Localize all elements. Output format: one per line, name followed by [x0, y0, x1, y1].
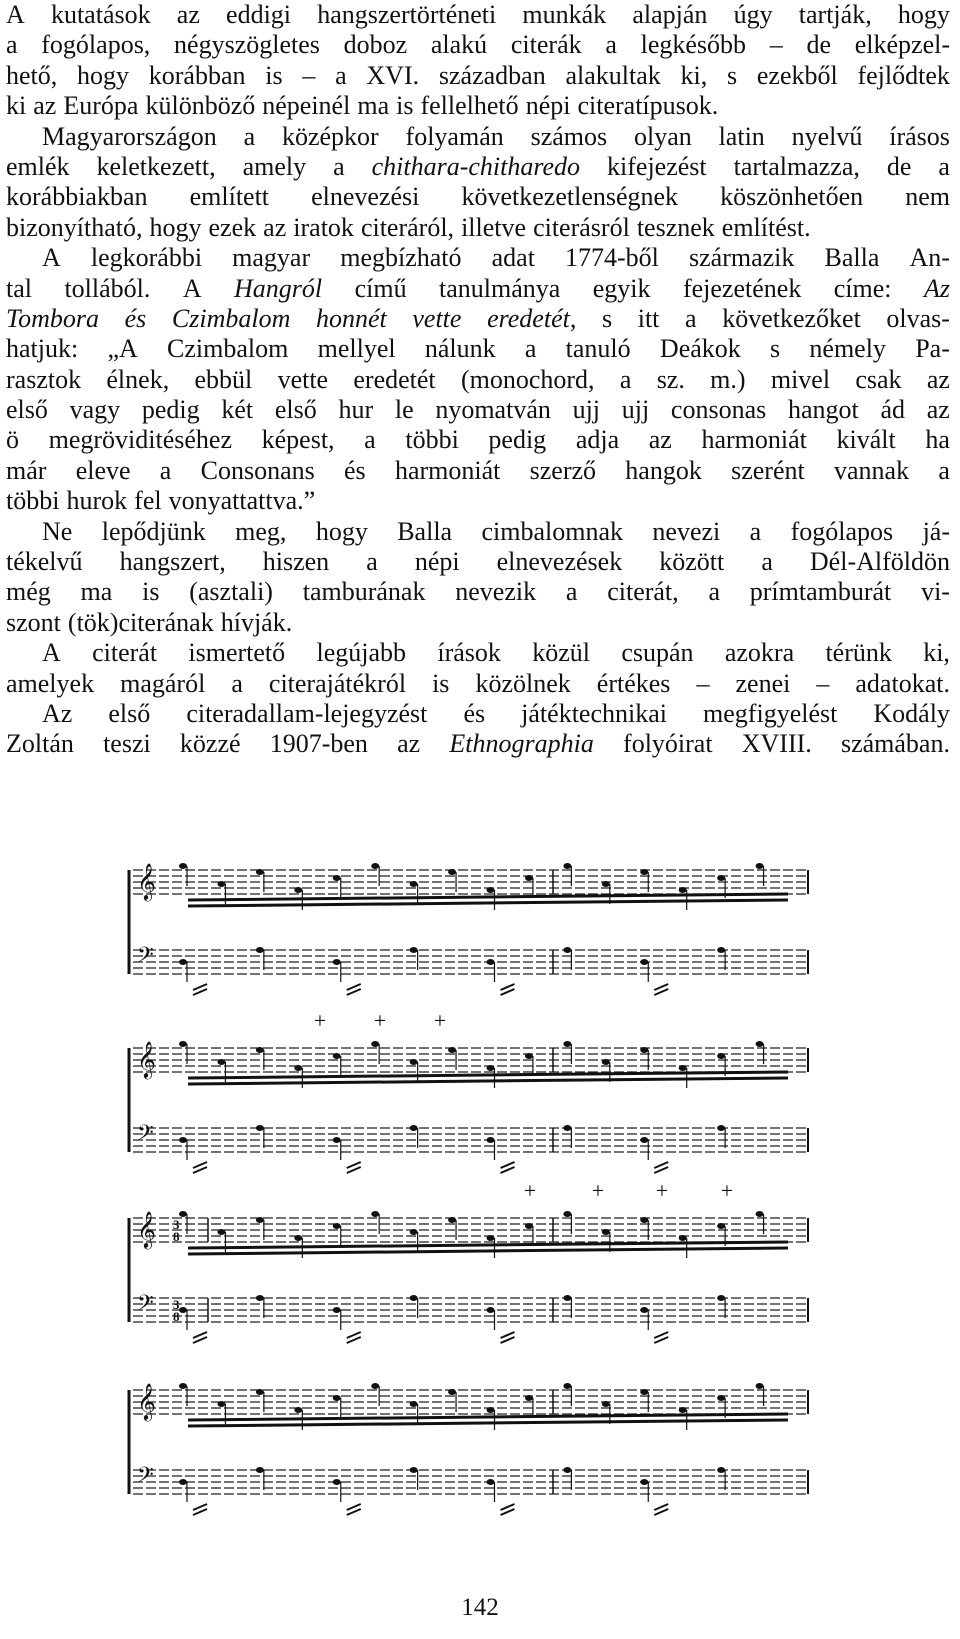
note-head	[679, 1235, 687, 1241]
note-head	[487, 959, 495, 965]
text-line: még ma is (asztali) tamburának nevezik a citerát, a prímtamburát vi-	[6, 577, 950, 607]
note-head	[333, 1395, 341, 1401]
text-line: hető, hogy korábban is – a XVI. században alakultak ki, s ezekből fejlődtek	[6, 60, 950, 90]
note-head	[756, 1383, 764, 1389]
note-head	[640, 959, 648, 965]
note-head	[448, 1047, 456, 1053]
note-head	[217, 1229, 225, 1235]
note-head	[371, 1211, 379, 1217]
beam	[188, 1078, 788, 1084]
note-head	[679, 1407, 687, 1413]
text-line-italic: tal tollából. A Hangról című tanulmánya egyik fejezetének címe: Az	[6, 273, 950, 303]
note-head	[217, 1401, 225, 1407]
note-head	[179, 1479, 187, 1485]
note-head	[294, 1407, 302, 1413]
text-line: Magyarországon a középkor folyamán számos olyan latin nyelvű írásos	[42, 121, 950, 151]
note-head	[487, 1137, 495, 1143]
note-head	[448, 1217, 456, 1223]
bass-clef: 𝄢	[137, 1121, 154, 1151]
text-line: szont (tök)citerának hívják.	[6, 607, 293, 637]
text-line: Az első citeradallam-lejegyzést és játéktechnikai megfigyelést Kodály	[42, 698, 950, 728]
tremolo-slash	[654, 1509, 668, 1515]
note-head	[602, 1229, 610, 1235]
note-head	[333, 1137, 341, 1143]
note-head	[256, 1125, 264, 1131]
note-head	[333, 1223, 341, 1229]
note-head	[525, 1223, 533, 1229]
note-head	[333, 1053, 341, 1059]
note-head	[179, 1383, 187, 1389]
text-line: A kutatások az eddigi hangszertörténeti munkák alapján úgy tartják, hogy	[6, 0, 950, 29]
text-line-italic: Zoltán teszi közzé 1907-ben az Ethnographia folyóirat XVIII. számában.	[6, 729, 950, 759]
time-signature: 8	[173, 1229, 180, 1244]
tremolo-slash	[347, 984, 361, 990]
text-line: rasztok élnek, ebbül vette eredetét (monochord, a sz. m.) mivel csak az	[6, 364, 950, 394]
tremolo-slash	[501, 984, 515, 990]
note-head	[179, 1041, 187, 1047]
time-signature: 3	[173, 1217, 180, 1232]
note-head	[563, 1383, 571, 1389]
note-head	[717, 1223, 725, 1229]
note-head	[679, 1065, 687, 1071]
tremolo-slash	[347, 1332, 361, 1338]
tremolo-slash	[193, 1332, 207, 1338]
note-head	[179, 1307, 187, 1313]
body-text	[6, 0, 950, 760]
note-head	[410, 947, 418, 953]
note-head	[563, 1295, 571, 1301]
tremolo-slash	[501, 1167, 515, 1173]
note-head	[487, 1407, 495, 1413]
text-line: a fogólapos, négyszögletes doboz alakú citerák a legkésőbb – de elképzel-	[6, 30, 950, 60]
note-head	[256, 869, 264, 875]
note-head	[256, 1047, 264, 1053]
tremolo-slash	[501, 1162, 515, 1168]
note-head	[602, 1059, 610, 1065]
note-head	[333, 1307, 341, 1313]
tremolo-slash	[654, 1167, 668, 1173]
note-head	[371, 1383, 379, 1389]
note-head	[640, 1307, 648, 1313]
note-head	[487, 1065, 495, 1071]
note-head	[756, 863, 764, 869]
note-head	[333, 875, 341, 881]
text-line-italic: emlék keletkezett, amely a chithara-chitharedo kifejezést tartalmazza, de a	[6, 151, 950, 181]
tremolo-slash	[347, 1162, 361, 1168]
note-head	[640, 1389, 648, 1395]
tremolo-slash	[654, 1162, 668, 1168]
note-head	[410, 881, 418, 887]
note-head	[333, 1479, 341, 1485]
note-head	[294, 1065, 302, 1071]
note-head	[525, 1395, 533, 1401]
tremolo-slash	[347, 989, 361, 995]
tremolo-slash	[501, 1332, 515, 1338]
text-line: első vagy pedig két első hur le nyomatván ujj ujj consonas hangot ád az	[6, 395, 950, 425]
note-head	[371, 1041, 379, 1047]
tremolo-slash	[501, 989, 515, 995]
treble-clef: 𝄞	[137, 862, 156, 900]
tremolo-slash	[654, 1332, 668, 1338]
note-head	[410, 1401, 418, 1407]
note-head	[410, 1125, 418, 1131]
tremolo-slash	[193, 984, 207, 990]
plus-mark: +	[720, 1178, 734, 1203]
plus-mark: +	[655, 1178, 669, 1203]
tremolo-slash	[193, 989, 207, 995]
note-head	[179, 959, 187, 965]
note-head	[294, 887, 302, 893]
text-line: korábbiakban említett elnevezési következetlenségnek köszönhetően nem	[6, 182, 950, 212]
beam	[188, 1414, 788, 1420]
note-head	[717, 875, 725, 881]
tremolo-slash	[501, 1509, 515, 1515]
time-signature: 3	[173, 1297, 180, 1312]
bass-clef: 𝄢	[137, 1463, 154, 1493]
note-head	[756, 1211, 764, 1217]
note-head	[256, 1295, 264, 1301]
text-line: amelyek magáról a citerajátékról is közölnek értékes – zenei – adatokat.	[6, 668, 950, 698]
beam	[188, 1248, 788, 1254]
note-head	[333, 959, 341, 965]
bass-clef: 𝄢	[137, 1291, 154, 1321]
note-head	[602, 1401, 610, 1407]
note-head	[448, 869, 456, 875]
note-head	[410, 1229, 418, 1235]
page-number: 142	[461, 1594, 499, 1621]
text-line: Ne lepődjünk meg, hogy Balla cimbalomnak nevezi a fogólapos já-	[42, 516, 950, 546]
tremolo-slash	[347, 1509, 361, 1515]
bass-clef: 𝄢	[137, 943, 154, 973]
note-head	[679, 887, 687, 893]
text-line: már eleve a Consonans és harmoniát szerző hangok szerént vannak a	[6, 455, 950, 485]
tremolo-slash	[347, 1337, 361, 1343]
note-head	[563, 1211, 571, 1217]
note-head	[410, 1467, 418, 1473]
note-head	[487, 1307, 495, 1313]
note-head	[256, 1467, 264, 1473]
note-head	[640, 1137, 648, 1143]
treble-clef: 𝄞	[137, 1382, 156, 1420]
tremolo-slash	[654, 1504, 668, 1510]
tremolo-slash	[193, 1337, 207, 1343]
note-head	[448, 1389, 456, 1395]
note-head	[525, 875, 533, 881]
note-head	[717, 1395, 725, 1401]
text-line: hatjuk: „A Czimbalom mellyel nálunk a tanuló Deákok s némely Pa-	[6, 334, 950, 364]
text-line-italic: Tombora és Czimbalom honnét vette eredetét, s itt a következőket olvas-	[6, 303, 950, 333]
note-head	[640, 1047, 648, 1053]
plus-mark: +	[373, 1008, 387, 1033]
text-line: ö megröviditéséhez képest, a többi pedig adja az harmoniát kivált ha	[6, 425, 950, 455]
text-line: tékelvű hangszert, hiszen a népi elnevezések között a Dél-Alföldön	[6, 547, 950, 577]
beam	[188, 1420, 788, 1426]
note-head	[640, 869, 648, 875]
tremolo-slash	[193, 1509, 207, 1515]
text-line: ki az Európa különböző népeinél ma is fellelhető népi citeratípusok.	[6, 91, 719, 121]
text-line: bizonyítható, hogy ezek az iratok citeráról, illetve citerásról tesznek említést.	[6, 212, 811, 242]
time-signature: 8	[173, 1309, 180, 1324]
beam	[188, 1242, 788, 1248]
note-head	[410, 1059, 418, 1065]
note-head	[756, 1041, 764, 1047]
note-head	[640, 1217, 648, 1223]
text-line: A citerát ismertető legújabb írások közül csupán azokra térünk ki,	[42, 638, 950, 668]
text-line: A legkorábbi magyar megbízható adat 1774-ből származik Balla An-	[42, 243, 950, 273]
tremolo-slash	[501, 1504, 515, 1510]
tremolo-slash	[654, 984, 668, 990]
note-head	[217, 1059, 225, 1065]
note-head	[563, 1041, 571, 1047]
note-head	[487, 1479, 495, 1485]
plus-mark: +	[523, 1178, 537, 1203]
note-head	[217, 881, 225, 887]
note-head	[256, 947, 264, 953]
note-head	[371, 863, 379, 869]
note-head	[717, 1295, 725, 1301]
note-head	[256, 1389, 264, 1395]
tremolo-slash	[501, 1337, 515, 1343]
treble-clef: 𝄞	[137, 1210, 156, 1248]
beam	[188, 894, 788, 900]
note-head	[487, 1235, 495, 1241]
note-head	[563, 1467, 571, 1473]
tremolo-slash	[193, 1504, 207, 1510]
beam	[188, 900, 788, 906]
note-head	[525, 1053, 533, 1059]
note-head	[602, 881, 610, 887]
note-head	[256, 1217, 264, 1223]
note-head	[179, 1137, 187, 1143]
tremolo-slash	[193, 1167, 207, 1173]
tremolo-slash	[654, 989, 668, 995]
note-head	[179, 1211, 187, 1217]
text-line: többi hurok fel vonyattattva.”	[6, 486, 316, 516]
note-head	[640, 1479, 648, 1485]
note-head	[563, 1125, 571, 1131]
treble-clef: 𝄞	[137, 1040, 156, 1078]
note-head	[717, 1053, 725, 1059]
note-head	[294, 1235, 302, 1241]
note-head	[179, 863, 187, 869]
note-head	[717, 1125, 725, 1131]
tremolo-slash	[654, 1337, 668, 1343]
note-head	[717, 1467, 725, 1473]
tremolo-slash	[347, 1504, 361, 1510]
note-head	[717, 947, 725, 953]
plus-mark: +	[591, 1178, 605, 1203]
tremolo-slash	[193, 1162, 207, 1168]
note-head	[487, 887, 495, 893]
plus-mark: +	[433, 1008, 447, 1033]
note-head	[563, 863, 571, 869]
tremolo-slash	[347, 1167, 361, 1173]
note-head	[563, 947, 571, 953]
plus-mark: +	[313, 1008, 327, 1033]
note-head	[410, 1295, 418, 1301]
beam	[188, 1072, 788, 1078]
